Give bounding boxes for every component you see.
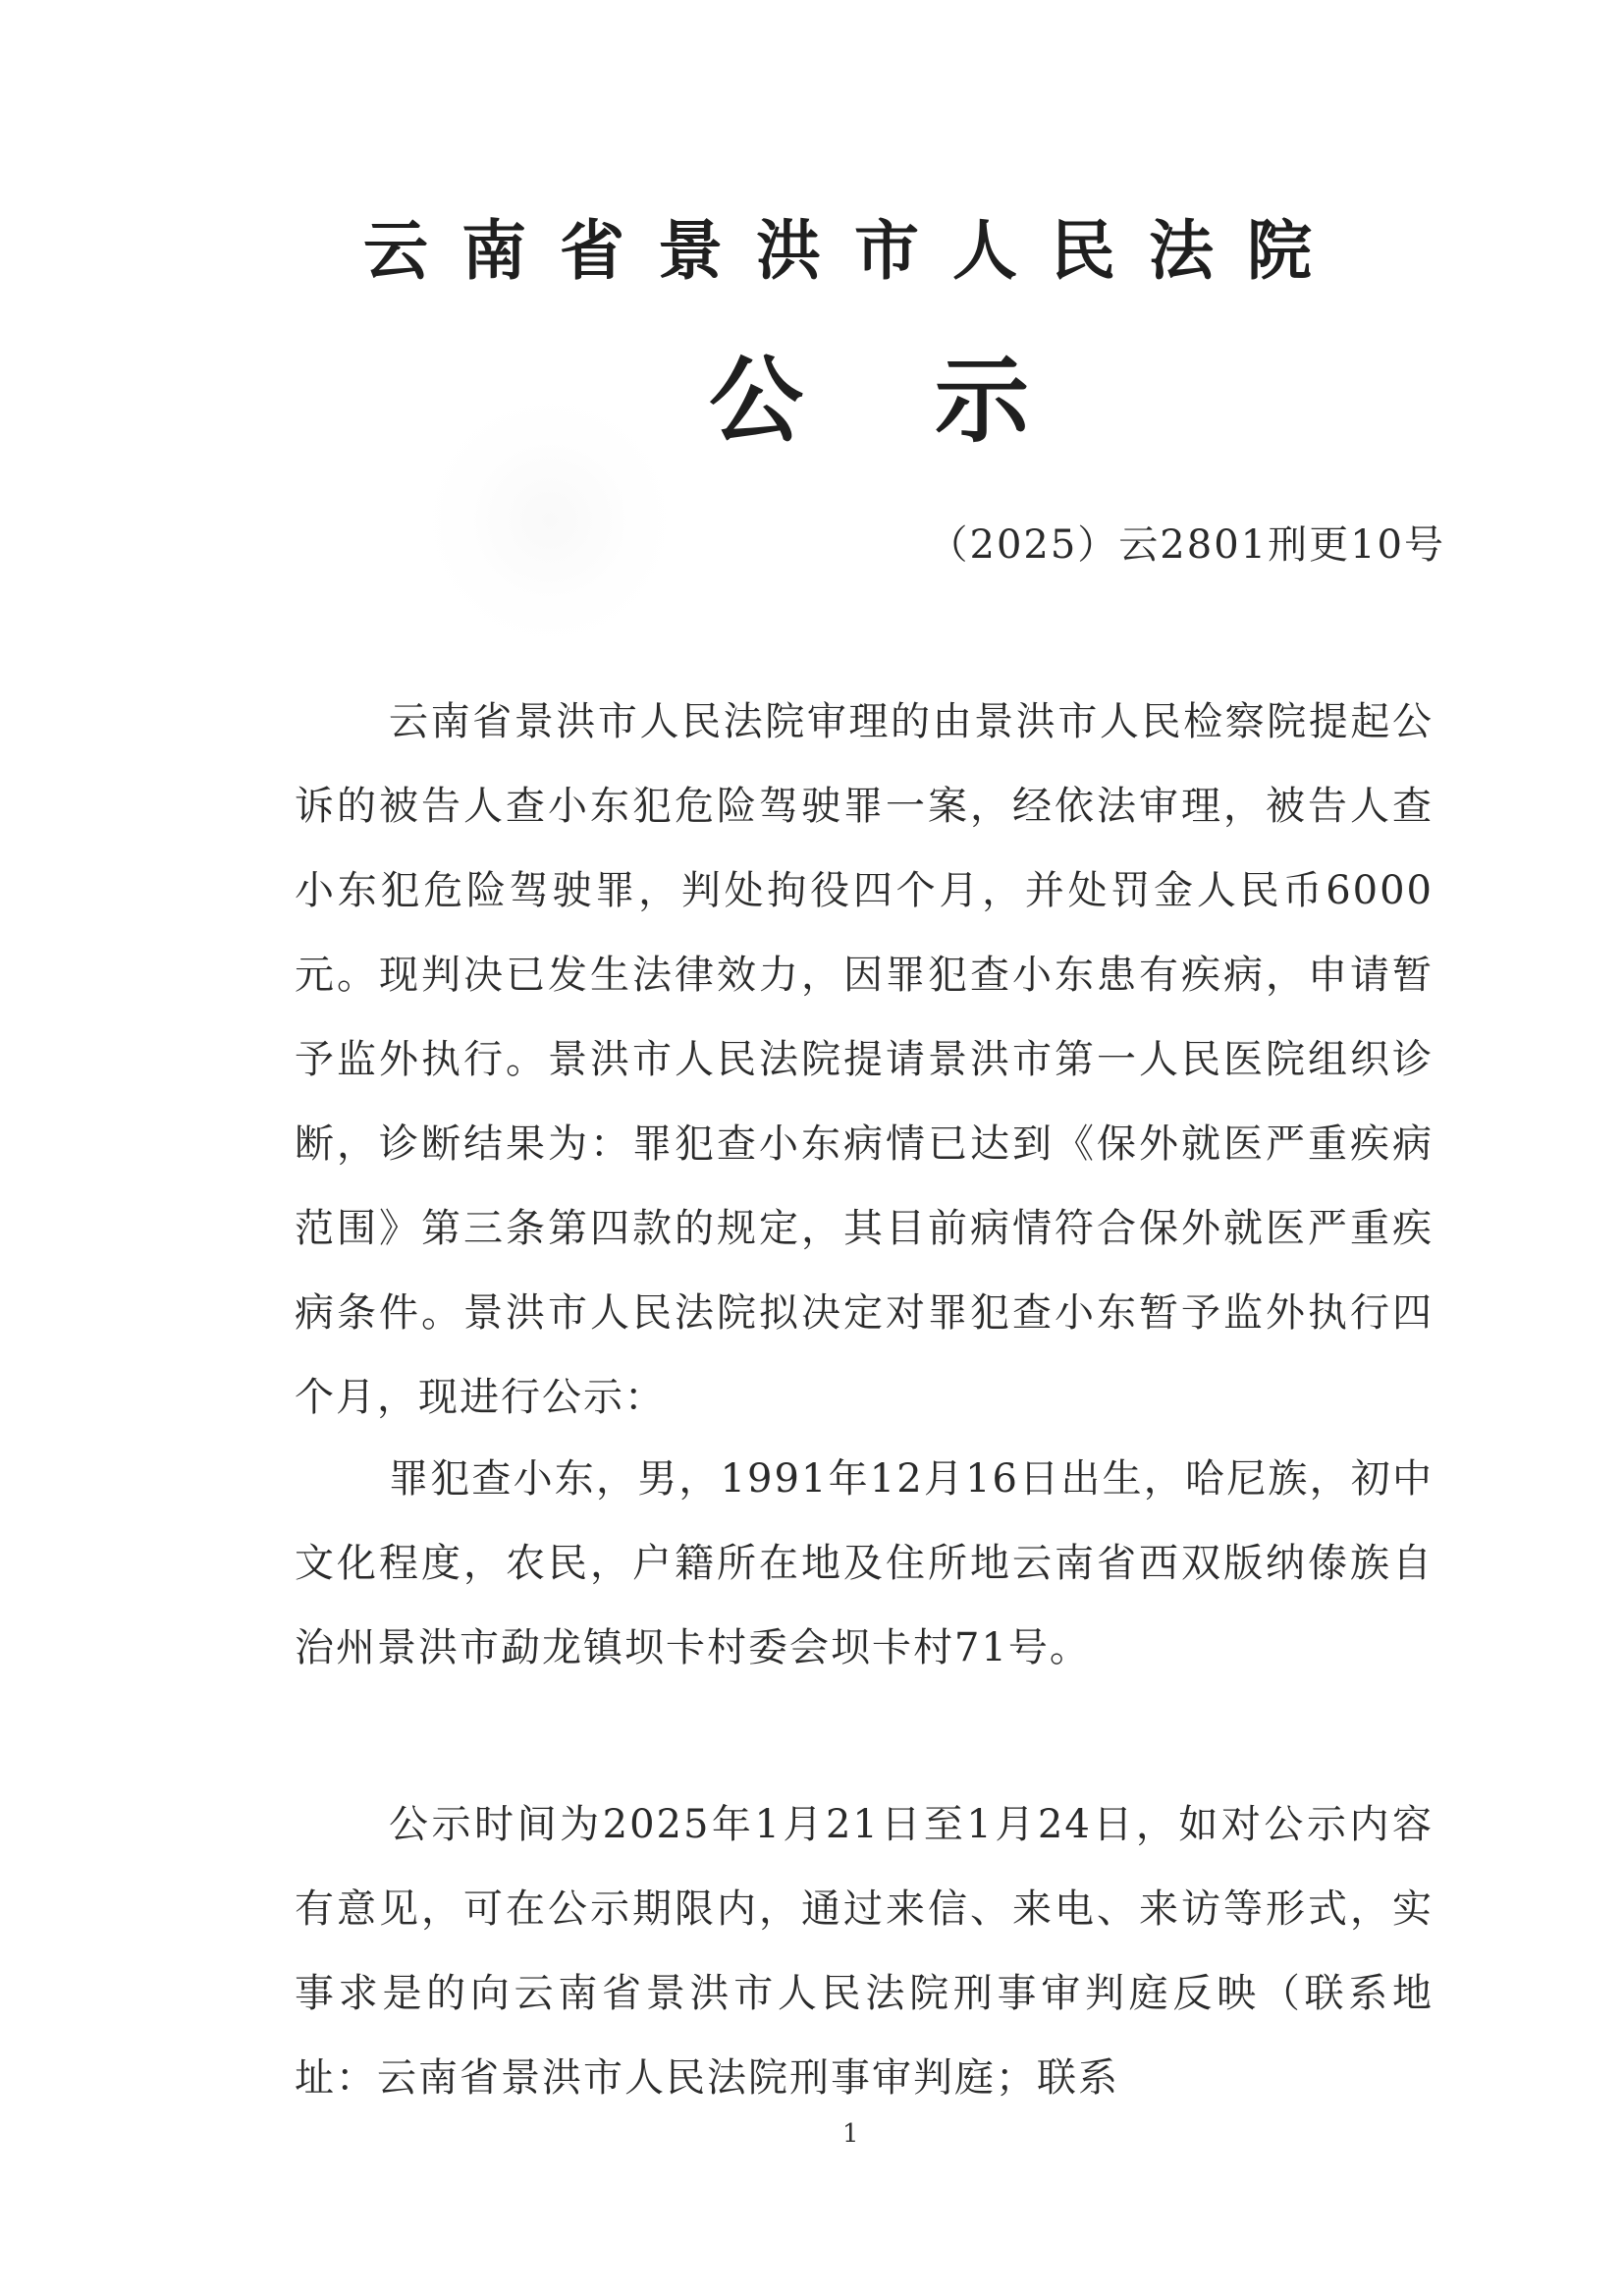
- body-paragraph-3: 公示时间为2025年1月21日至1月24日，如对公示内容有意见，可在公示期限内，通过来信、来电、来访等形式，实事求是的向云南省景洪市人民法院刑事审判庭反映（联系地址：云南省景洪市人民法院刑事审判庭；联系: [295, 1802, 1434, 2101]
- body-paragraph-2: 罪犯查小东，男，1991年12月16日出生，哈尼族，初中文化程度，农民，户籍所在地及住所地云南省西双版纳傣族自治州景洪市勐龙镇坝卡村委会坝卡村71号。: [295, 1456, 1434, 1670]
- court-title: 云南省景洪市人民法院: [363, 212, 1345, 289]
- faint-background-mark: [422, 393, 677, 648]
- body-paragraph-1: 云南省景洪市人民法院审理的由景洪市人民检察院提起公诉的被告人查小东犯危险驾驶罪一案，经依法审理，被告人查小东犯危险驾驶罪，判处拘役四个月，并处罚金人民币6000元。现判决已发生法律效力，因罪犯查小东患有疾病，申请暂予监外执行。景洪市人民法院提请景洪市第一人民医院组织诊断，诊断结果为：罪犯查小东病情已达到《保外就医严重疾病范围》第三条第四款的规定，其目前病情符合保外就医严重疾病条件。景洪市人民法院拟决定对罪犯查小东暂予监外执行四个月，现进行公示：: [295, 699, 1434, 1420]
- case-number: （2025）云2801刑更10号: [928, 522, 1445, 568]
- page-number: 1: [842, 2119, 859, 2149]
- notice-title: 公示: [709, 345, 1161, 456]
